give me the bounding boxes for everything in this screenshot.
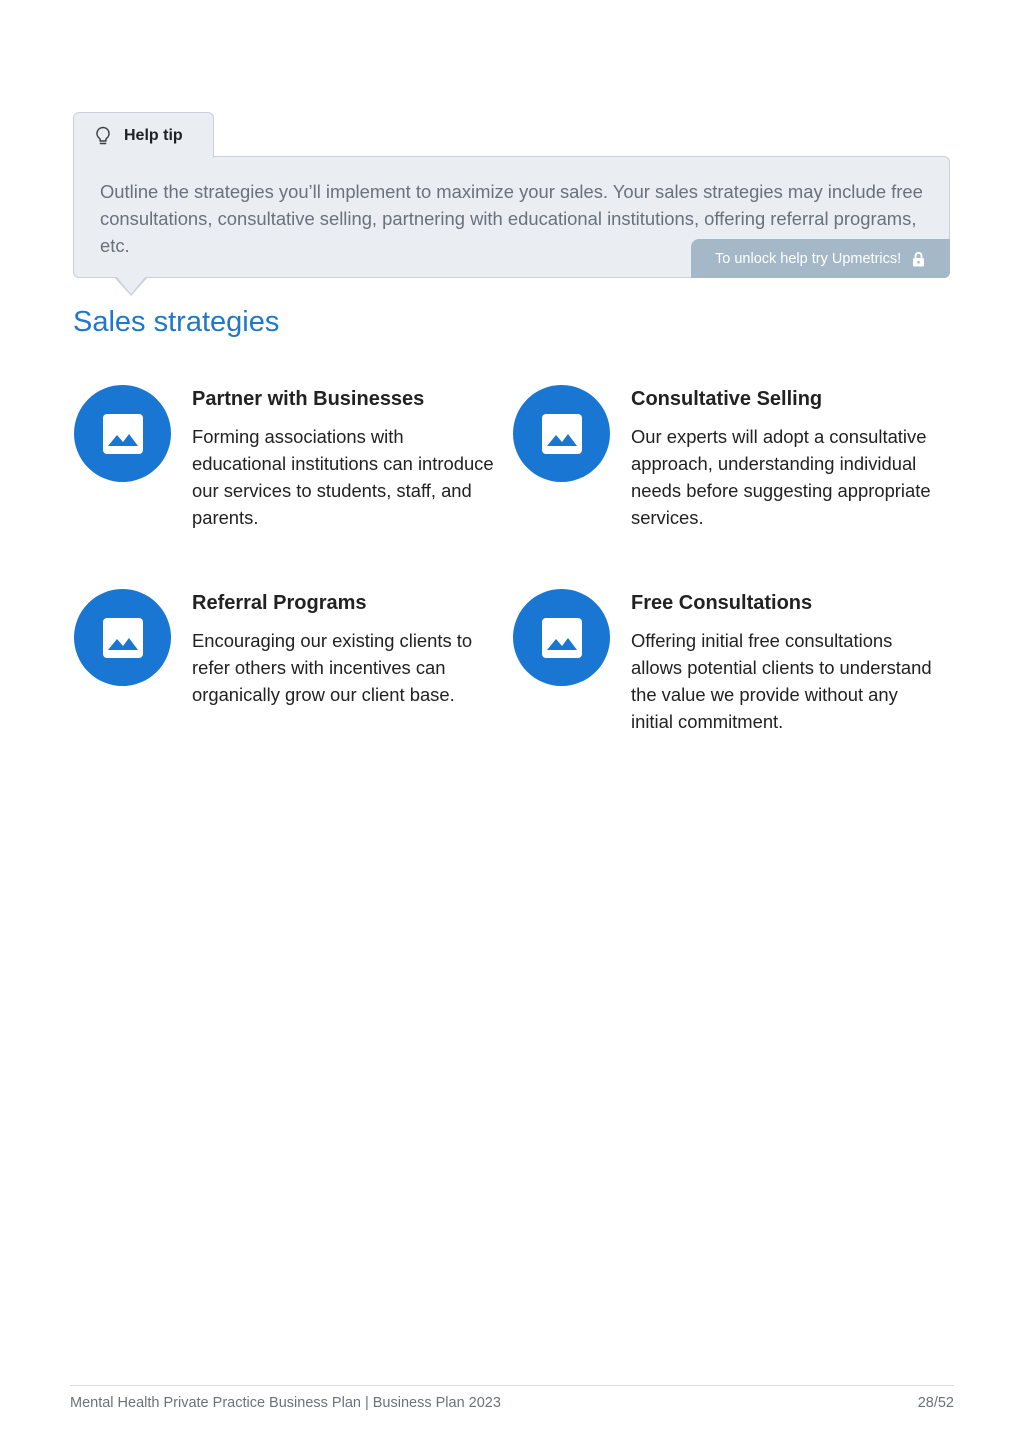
- section-title: Sales strategies: [73, 306, 280, 338]
- strategy-title: Free Consultations: [631, 592, 813, 614]
- help-tip-box: [73, 156, 950, 278]
- footer-divider: [70, 1385, 954, 1386]
- help-tip-text: Outline the strategies you’ll implement to maximize your sales. Your sales strategies may include free consultations, consultative selling, partnering with educational institutions, offering referral programs, etc.: [100, 181, 923, 256]
- lightbulb-icon: [94, 126, 112, 146]
- strategy-image-placeholder: [513, 385, 610, 482]
- strategy-image-placeholder: [74, 385, 171, 482]
- image-icon: [542, 618, 582, 658]
- help-tip-pointer: [116, 276, 146, 294]
- strategy-description: Our experts will adopt a consultative approach, understanding individual needs before suggesting appropriate services.: [631, 426, 931, 528]
- strategy-title: Consultative Selling: [631, 388, 823, 410]
- strategy-description: Encouraging our existing clients to refer others with incentives can organically grow our client base.: [192, 630, 473, 705]
- strategy-description: Forming associations with educational institutions can introduce our services to students, staff, and parents.: [192, 426, 494, 528]
- strategy-image-placeholder: [74, 589, 171, 686]
- image-icon: [542, 414, 582, 454]
- image-icon: [103, 414, 143, 454]
- help-tip-label: Help tip: [124, 126, 183, 144]
- strategy-title: Referral Programs: [192, 592, 367, 614]
- footer-page-number: 28/52: [917, 1395, 954, 1411]
- lock-icon: [912, 251, 925, 267]
- strategy-image-placeholder: [513, 589, 610, 686]
- unlock-help-label: To unlock help try Upmetrics!: [715, 250, 902, 267]
- help-tip-tab: [73, 112, 214, 158]
- footer-document-title: Mental Health Private Practice Business Plan | Business Plan 2023: [70, 1395, 501, 1411]
- image-icon: [103, 618, 143, 658]
- unlock-help-button[interactable]: [691, 239, 950, 278]
- strategy-description: Offering initial free consultations allows potential clients to understand the value we provide without any initial commitment.: [631, 630, 932, 732]
- strategy-title: Partner with Businesses: [192, 388, 425, 410]
